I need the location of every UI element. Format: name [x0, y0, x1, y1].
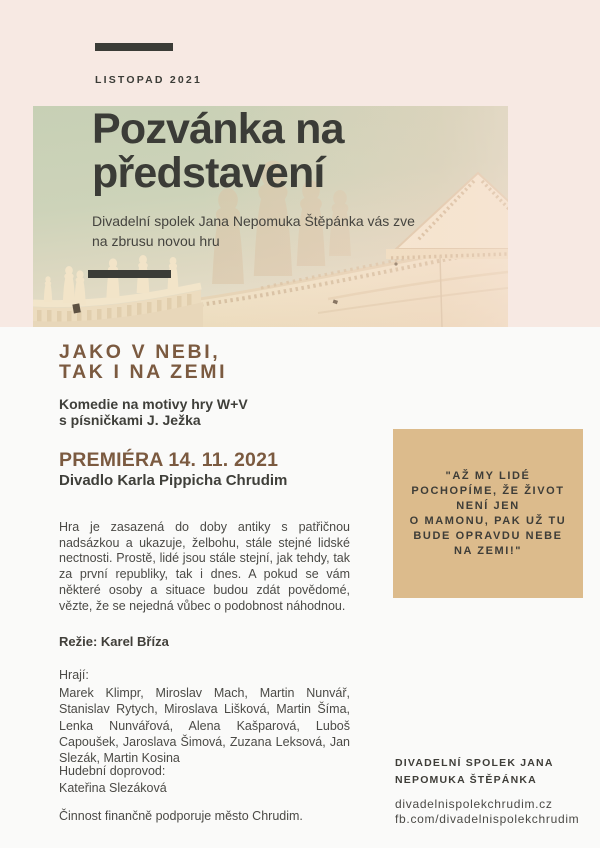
footer-links	[395, 797, 579, 826]
poster-subtitle	[92, 212, 415, 251]
poster-title	[92, 107, 344, 195]
show-title	[59, 342, 227, 382]
hero-photo	[33, 106, 508, 327]
website-url: divadelnispolekchrudim.cz	[395, 797, 553, 811]
poster-subtitle-line1: Divadelní spolek Jana Nepomuka Štěpánka vás zve	[92, 213, 415, 229]
cast-list: Marek Klimpr, Miroslav Mach, Martin Nunvář, Stanislav Rytych, Miroslava Lišková, Martin Šíma, Lenka Nunvářová, Alena Kašparová, Luboš Capoušek, Jaroslava Šimová, Zuzana Leksová, Jan Slezák, Martin Kosina	[59, 686, 350, 766]
date-kicker: LISTOPAD 2021	[95, 74, 202, 86]
poster-subtitle-line2: na zbrusu novou hru	[92, 232, 220, 249]
show-title-line2: TAK I NA ZEMI	[59, 361, 228, 383]
premiere-date: PREMIÉRA 14. 11. 2021	[59, 449, 279, 471]
show-title-line1: JAKO V NEBI,	[59, 341, 221, 363]
support-note: Činnost finančně podporuje město Chrudim.	[59, 809, 303, 823]
music-label: Hudební doprovod:	[59, 764, 166, 778]
quote-line5: BUDE OPRAVDU NEBE	[413, 529, 563, 542]
show-tagline-line2: s písničkami J. Ježka	[59, 411, 201, 428]
quote-line1: "AŽ MY LIDÉ	[445, 469, 531, 482]
quote-box	[393, 429, 583, 598]
show-tagline	[59, 397, 248, 428]
synopsis: Hra je zasazená do doby antiky s patřičnou nadsázkou a ukazuje, želbohu, stále stejné lidské nectnosti. Prostě, lidé jsou stále stejní, jak tehdy, tak za první republiky, tak i dnes. A pokud se vám některé osoby a situace budou zdát povědomé, vězte, že se nejedná vůbec o podobnost náhodnou.	[59, 520, 350, 613]
accent-bar-hero	[88, 270, 171, 278]
music-name: Kateřina Slezáková	[59, 781, 167, 795]
accent-bar-top	[95, 43, 173, 51]
organization-name	[395, 755, 554, 789]
quote-line4: O MAMONU, PAK UŽ TU	[409, 514, 567, 527]
facebook-url: fb.com/divadelnispolekchrudim	[395, 811, 580, 826]
poster-title-line2: představení	[92, 149, 325, 197]
music-credit	[59, 763, 167, 797]
quote-line3: NENÍ JEN	[456, 499, 520, 512]
cast-label: Hrají:	[59, 668, 89, 682]
director-credit: Režie: Karel Bříza	[59, 634, 169, 649]
organization-name-line1: DIVADELNÍ SPOLEK JANA	[395, 757, 554, 769]
organization-name-line2: NEPOMUKA ŠTĚPÁNKA	[395, 774, 537, 786]
venue: Divadlo Karla Pippicha Chrudim	[59, 472, 288, 489]
show-tagline-line1: Komedie na motivy hry W+V	[59, 396, 248, 412]
quote-line2: POCHOPÍME, ŽE ŽIVOT	[411, 484, 565, 497]
quote-line6: NA ZEMI!"	[453, 544, 523, 557]
poster-title-line1: Pozvánka na	[92, 105, 344, 153]
